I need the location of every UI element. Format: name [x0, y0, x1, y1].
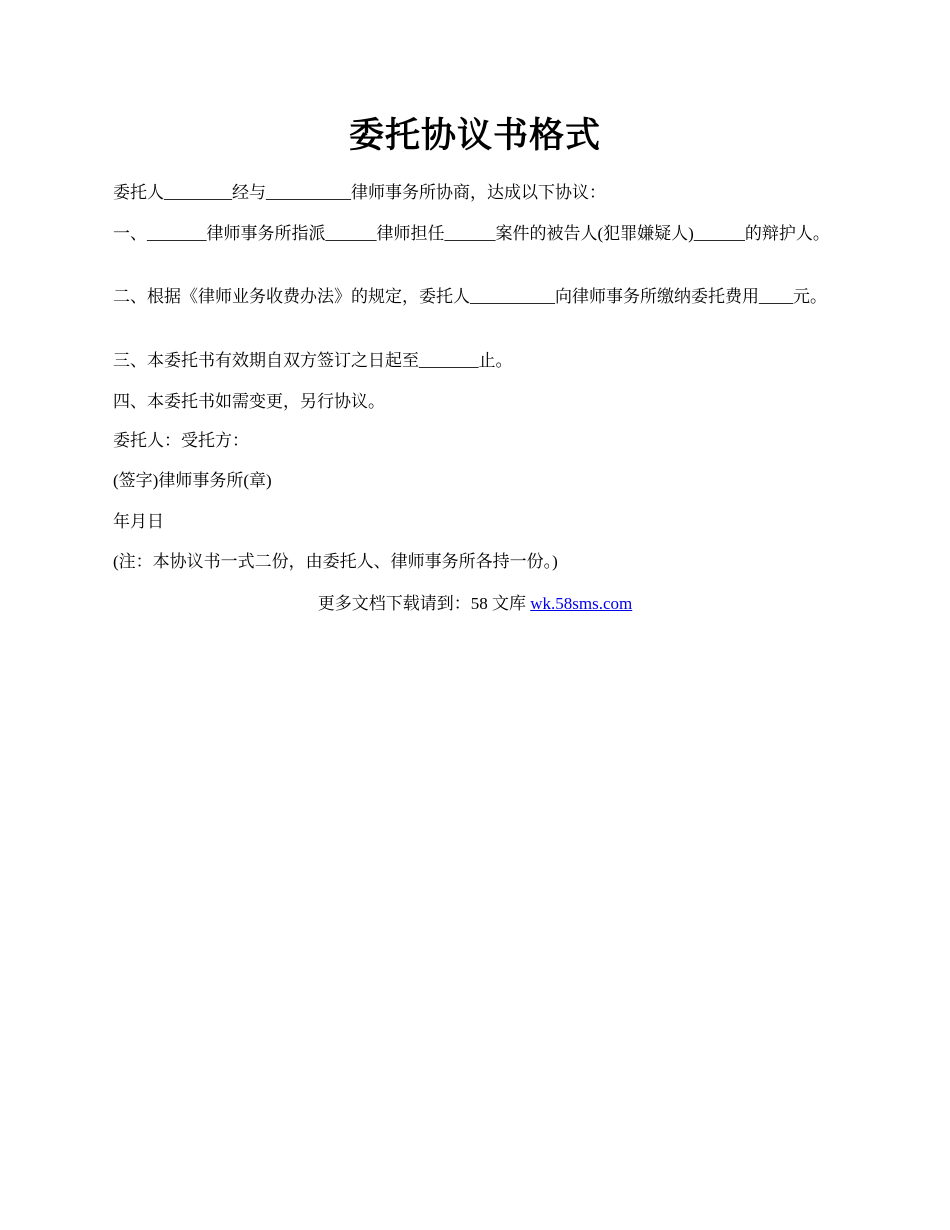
date-line: 年月日: [113, 512, 164, 531]
clause-one-paragraph: 一、_______律师事务所指派______律师担任______案件的被告人(犯罪嫌疑人)______的辩护人。: [113, 224, 830, 243]
clause-three-paragraph: 三、本委托书有效期自双方签订之日起至_______止。: [113, 351, 513, 370]
clause-four-paragraph: 四、本委托书如需变更，另行协议。: [113, 392, 385, 411]
footer-line: [0, 593, 950, 615]
note-paragraph: (注：本协议书一式二份，由委托人、律师事务所各持一份。): [113, 552, 558, 571]
clause-two-paragraph: 二、根据《律师业务收费办法》的规定，委托人__________向律师事务所缴纳委托费用____元。: [113, 287, 827, 306]
document-title: 委托协议书格式: [348, 116, 601, 155]
parties-line: 委托人：受托方：: [113, 431, 249, 450]
intro-paragraph: 委托人________经与__________律师事务所协商，达成以下协议：: [113, 183, 606, 202]
signature-line: (签字)律师事务所(章): [113, 471, 272, 490]
footer-link[interactable]: wk.58sms.com: [530, 594, 633, 613]
footer-text: 更多文档下载请到：58 文库: [317, 594, 531, 613]
